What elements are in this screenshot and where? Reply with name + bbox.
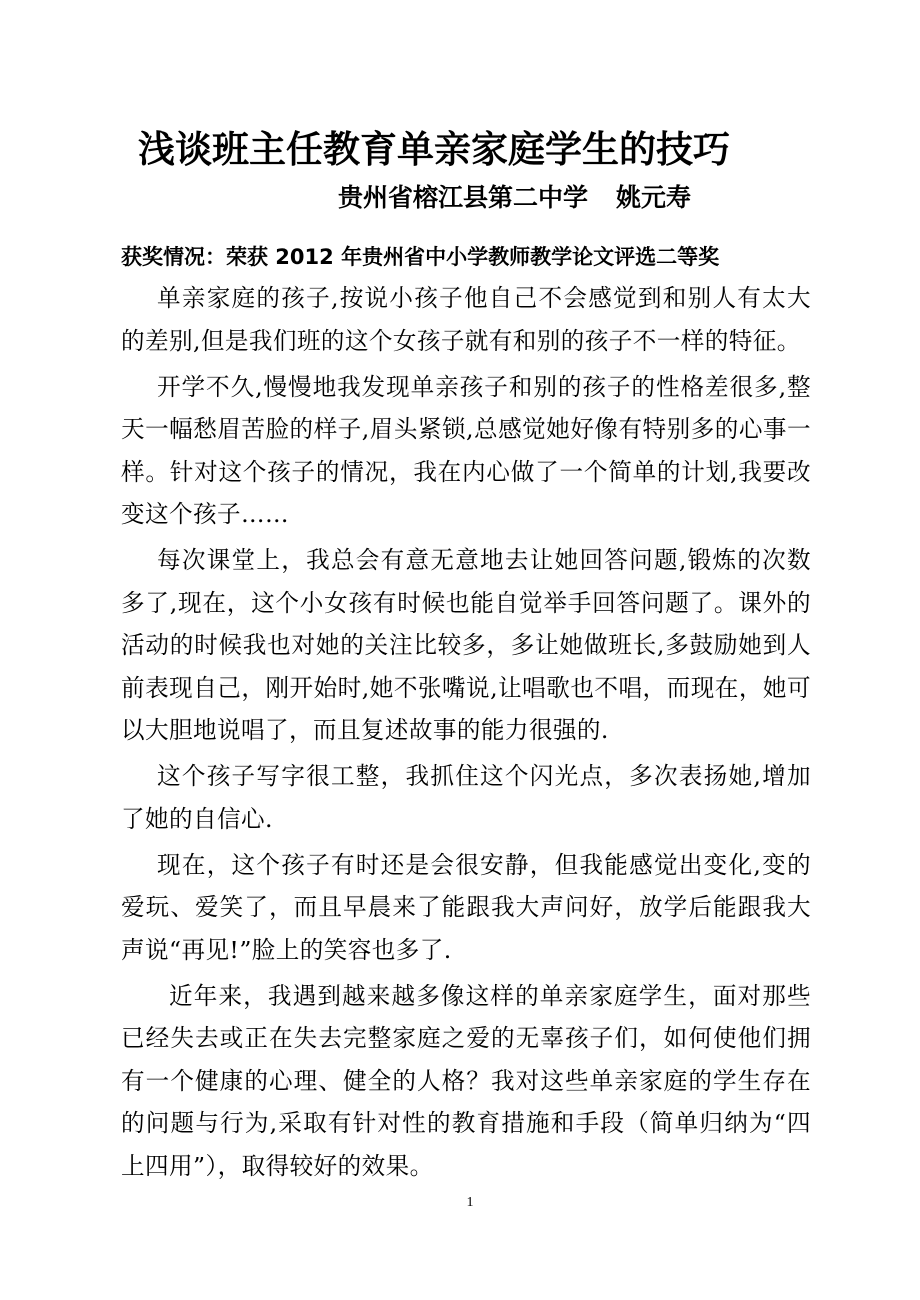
paragraph: 这个孩子写字很工整，我抓住这个闪光点，多次表扬她,增加了她的自信心.	[121, 762, 811, 833]
author-line	[338, 178, 691, 218]
paragraph: 每次课堂上，我总会有意无意地去让她回答问题,锻炼的次数多了,现在，这个小女孩有时候也能自觉举手回答问题了。课外的活动的时候我也对她的关注比较多，多让她做班长,多鼓励她到人前表现自己，刚开始时,她不张嘴说,让唱歌也不唱，而现在，她可以大胆地说唱了，而且复述故事的能力很强的.	[121, 546, 811, 744]
paragraph: 现在，这个孩子有时还是会很安静，但我能感觉出变化,变的爱玩、爱笑了，而且早晨来了能跟我大声问好，放学后能跟我大声说“再见!”脸上的笑容也多了.	[121, 850, 811, 964]
page-number: 1	[466, 1195, 474, 1210]
article-body	[121, 277, 811, 1191]
paragraph: 近年来，我遇到越来越多像这样的单亲家庭学生，面对那些已经失去或正在失去完整家庭之爱的无辜孩子们，如何使他们拥有一个健康的心理、健全的人格？我对这些单亲家庭的学生存在的问题与行为,采取有针对性的教育措施和手段（简单归纳为“四上四用”），取得较好的效果。	[121, 981, 811, 1180]
author-name: 姚元寿	[616, 183, 692, 212]
paragraph: 开学不久,慢慢地我发现单亲孩子和别的孩子的性格差很多,整天一幅愁眉苦脸的样子,眉头紧锁,总感觉她好像有特别多的心事一样。针对这个孩子的情况，我在内心做了一个简单的计划,我要改变这个孩子……	[121, 372, 811, 528]
award-line: 获奖情况：荣获 2012 年贵州省中小学教师教学论文评选二等奖	[121, 245, 720, 269]
school-name: 贵州省榕江县第二中学	[338, 183, 589, 212]
document-title: 浅谈班主任教育单亲家庭学生的技巧	[138, 128, 730, 171]
paragraph: 单亲家庭的孩子,按说小孩子他自己不会感觉到和别人有太大的差别,但是我们班的这个女孩子就有和别的孩子不一样的特征。	[121, 284, 811, 355]
